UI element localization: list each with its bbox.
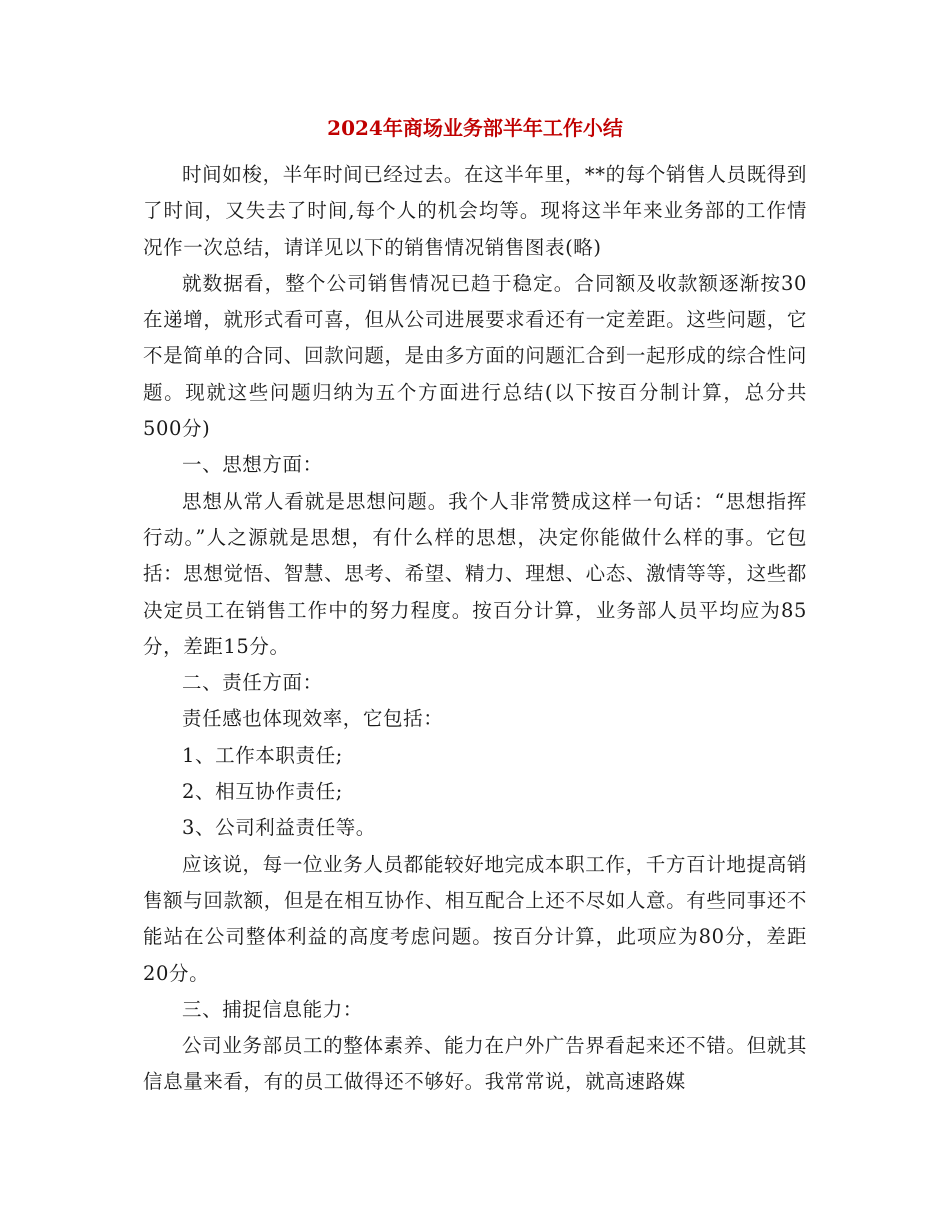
- paragraph-responsibility-intro: 责任感也体现效率，它包括：: [182, 707, 444, 731]
- section-heading-information: 三、捕捉信息能力：: [182, 997, 363, 1021]
- list-item-responsibility-3: 3、公司利益责任等。: [182, 816, 376, 840]
- list-item-responsibility-2: 2、相互协作责任;: [182, 780, 343, 804]
- document-body: [143, 157, 807, 1101]
- section-heading-thought: 一、思想方面：: [182, 453, 323, 477]
- document-title: 2024年商场业务部半年工作小结: [327, 116, 623, 140]
- paragraph-information: 公司业务部员工的整体素养、能力在户外广告界看起来还不错。但就其信息量来看，有的员工做得还不够好。我常常说，就高速路媒: [143, 1034, 807, 1094]
- paragraph-responsibility: 应该说，每一位业务人员都能较好地完成本职工作，千方百计地提高销售额与回款额，但是在相互协作、相互配合上还不尽如人意。有些同事还不能站在公司整体利益的高度考虑问题。按百分计算，此项应为80分，差距20分。: [143, 852, 807, 985]
- section-heading-responsibility: 二、责任方面：: [182, 671, 323, 695]
- paragraph-thought: 思想从常人看就是思想问题。我个人非常赞成这样一句话：“思想指挥行动。”人之源就是思想，有什么样的思想，决定你能做什么样的事。它包括：思想觉悟、智慧、思考、希望、精力、理想、心态、激情等等，这些都决定员工在销售工作中的努力程度。按百分计算，业务部人员平均应为85分，差距15分。: [143, 489, 807, 658]
- list-item-responsibility-1: 1、工作本职责任;: [182, 743, 343, 767]
- paragraph-data-overview: 就数据看，整个公司销售情况已趋于稳定。合同额及收款额逐渐按30在递增，就形式看可喜，但从公司进展要求看还有一定差距。这些问题，它不是简单的合同、回款问题，是由多方面的问题汇合到一起形成的综合性问题。现就这些问题归纳为五个方面进行总结(以下按百分制计算，总分共500分): [143, 271, 807, 441]
- paragraph-intro: 时间如梭，半年时间已经过去。在这半年里，**的每个销售人员既得到了时间，又失去了时间,每个人的机会均等。现将这半年来业务部的工作情况作一次总结，请详见以下的销售情况销售图表(略): [143, 163, 807, 259]
